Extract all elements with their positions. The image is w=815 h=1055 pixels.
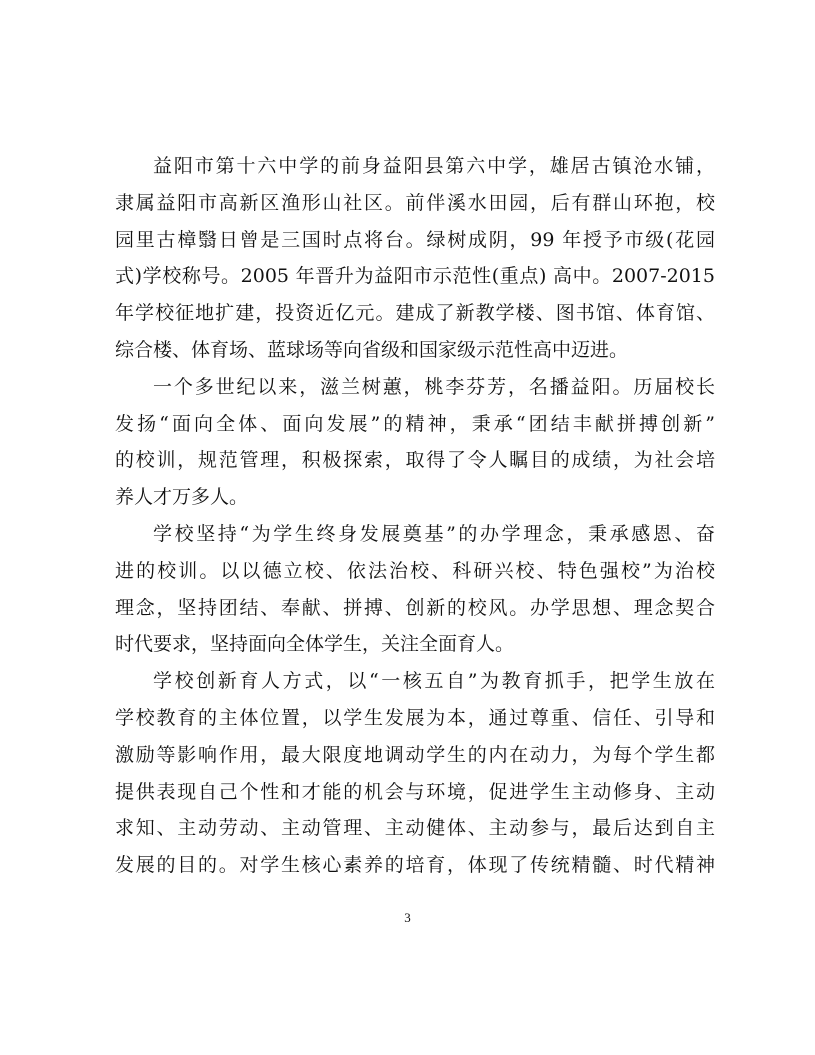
paragraph-1 [115,148,715,369]
text-line: 激励等影响作用，最大限度地调动学生的内在动力，为每个学生都 [115,743,715,766]
text-line: 学校创新育人方式，以“一核五自”为教育抓手，把学生放在 [153,670,715,693]
text-line: 发扬“面向全体、面向发展”的精神，秉承“团结丰献拼搏创新” [115,412,715,435]
text-line: 年学校征地扩建，投资近亿元。建成了新教学楼、图书馆、体育馆、 [115,302,715,325]
text-line: 养人才万多人。 [115,486,249,509]
text-line: 提供表现自己个性和才能的机会与环境，促进学生主动修身、主动 [115,780,715,803]
text-line: 学校教育的主体位置，以学生发展为本，通过尊重、信任、引导和 [115,706,715,729]
text-line: 的校训，规范管理，积极探索，取得了令人瞩目的成绩，为社会培 [115,449,715,472]
text-line: 时代要求，坚持面向全体学生，关注全面育人。 [115,633,515,656]
text-line: 综合楼、体育场、蓝球场等向省级和国家级示范性高中迈进。 [115,338,629,361]
paragraph-4 [115,663,715,884]
text-line: 学校坚持“为学生终身发展奠基”的办学理念，秉承感恩、奋 [153,522,715,545]
paragraph-2 [115,369,715,516]
text-line: 理念，坚持团结、奉献、拼搏、创新的校风。办学思想、理念契合 [115,596,715,619]
text-line: 益阳市第十六中学的前身益阳县第六中学，雄居古镇沧水铺， [153,155,715,177]
page-number: 3 [404,910,411,925]
text-line: 园里古樟翳日曾是三国时点将台。绿树成阴，99 年授予市级(花园 [115,228,715,251]
text-line: 隶属益阳市高新区渔形山社区。前伴溪水田园，后有群山环抱，校 [115,191,715,214]
text-line: 一个多世纪以来，滋兰树蕙，桃李芬芳，名播益阳。历届校长 [153,375,715,398]
paragraph-3 [115,516,715,663]
text-line: 发展的目的。对学生核心素养的培育，体现了传统精髓、时代精神 [115,854,715,877]
text-line: 进的校训。以以德立校、依法治校、科研兴校、特色强校”为治校 [115,559,715,582]
text-line: 求知、主动劳动、主动管理、主动健体、主动参与，最后达到自主 [115,817,715,840]
text-line: 式)学校称号。2005 年晋升为益阳市示范性(重点) 高中。2007-2015 [115,265,715,288]
body-text [115,148,715,884]
